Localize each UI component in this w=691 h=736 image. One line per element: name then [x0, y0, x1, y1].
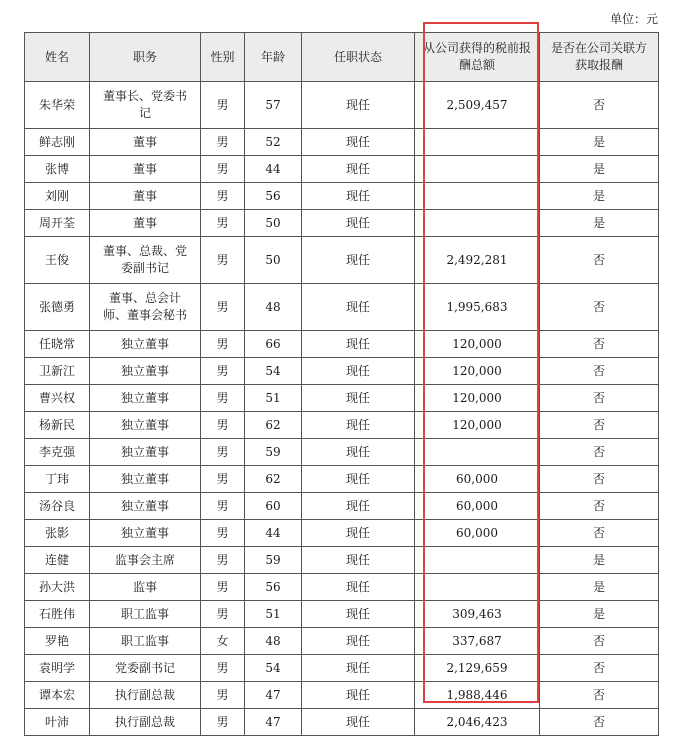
table-row [25, 385, 659, 412]
cell-name: 张影 [25, 520, 90, 547]
cell-pretax-pay: 1,995,683 [415, 284, 540, 331]
cell-name: 罗艳 [25, 628, 90, 655]
cell-status: 现任 [302, 331, 415, 358]
cell-age: 62 [245, 412, 302, 439]
cell-title: 董事长、党委书记 [90, 82, 201, 129]
table-row [25, 655, 659, 682]
cell-pretax-pay: 120,000 [415, 358, 540, 385]
cell-name: 石胜伟 [25, 601, 90, 628]
cell-related-party: 否 [540, 682, 659, 709]
table-row [25, 574, 659, 601]
cell-related-party: 是 [540, 547, 659, 574]
cell-name: 张博 [25, 156, 90, 183]
cell-title: 执行副总裁 [90, 682, 201, 709]
cell-related-party: 否 [540, 237, 659, 284]
cell-pretax-pay: 2,129,659 [415, 655, 540, 682]
header-pretax-pay: 从公司获得的税前报酬总额 [415, 33, 540, 82]
cell-name: 张德勇 [25, 284, 90, 331]
cell-title: 监事会主席 [90, 547, 201, 574]
cell-gender: 男 [201, 156, 245, 183]
cell-status: 现任 [302, 385, 415, 412]
cell-pretax-pay [415, 156, 540, 183]
cell-status: 现任 [302, 129, 415, 156]
cell-pretax-pay: 1,988,446 [415, 682, 540, 709]
cell-pretax-pay [415, 183, 540, 210]
cell-pretax-pay [415, 547, 540, 574]
table-row [25, 547, 659, 574]
cell-title: 党委副书记 [90, 655, 201, 682]
cell-age: 44 [245, 520, 302, 547]
cell-related-party: 否 [540, 385, 659, 412]
cell-status: 现任 [302, 412, 415, 439]
cell-related-party: 否 [540, 466, 659, 493]
cell-status: 现任 [302, 574, 415, 601]
cell-status: 现任 [302, 82, 415, 129]
cell-status: 现任 [302, 628, 415, 655]
cell-gender: 男 [201, 682, 245, 709]
cell-pretax-pay: 60,000 [415, 493, 540, 520]
cell-related-party: 否 [540, 628, 659, 655]
cell-gender: 男 [201, 385, 245, 412]
cell-age: 51 [245, 601, 302, 628]
cell-name: 连健 [25, 547, 90, 574]
table-row [25, 709, 659, 736]
cell-status: 现任 [302, 682, 415, 709]
cell-pretax-pay: 120,000 [415, 412, 540, 439]
cell-gender: 男 [201, 466, 245, 493]
cell-age: 47 [245, 682, 302, 709]
cell-status: 现任 [302, 183, 415, 210]
cell-title: 独立董事 [90, 331, 201, 358]
cell-gender: 男 [201, 82, 245, 129]
header-gender: 性别 [201, 33, 245, 82]
cell-status: 现任 [302, 655, 415, 682]
header-related-party-pay: 是否在公司关联方获取报酬 [540, 33, 659, 82]
cell-status: 现任 [302, 466, 415, 493]
cell-age: 56 [245, 574, 302, 601]
cell-pretax-pay: 120,000 [415, 385, 540, 412]
cell-status: 现任 [302, 210, 415, 237]
cell-title: 执行副总裁 [90, 709, 201, 736]
cell-related-party: 是 [540, 210, 659, 237]
cell-name: 叶沛 [25, 709, 90, 736]
table-row [25, 466, 659, 493]
cell-pretax-pay [415, 574, 540, 601]
cell-name: 袁明学 [25, 655, 90, 682]
table-row [25, 331, 659, 358]
cell-age: 62 [245, 466, 302, 493]
cell-gender: 男 [201, 520, 245, 547]
table-row [25, 520, 659, 547]
cell-related-party: 否 [540, 439, 659, 466]
table-row [25, 237, 659, 284]
cell-gender: 女 [201, 628, 245, 655]
cell-name: 孙大洪 [25, 574, 90, 601]
cell-name: 卫新江 [25, 358, 90, 385]
cell-related-party: 是 [540, 129, 659, 156]
cell-status: 现任 [302, 439, 415, 466]
cell-title: 职工监事 [90, 601, 201, 628]
cell-gender: 男 [201, 237, 245, 284]
cell-age: 66 [245, 331, 302, 358]
cell-title: 董事、总裁、党委副书记 [90, 237, 201, 284]
cell-gender: 男 [201, 493, 245, 520]
cell-age: 50 [245, 237, 302, 284]
cell-title: 独立董事 [90, 439, 201, 466]
cell-name: 谭本宏 [25, 682, 90, 709]
cell-title: 独立董事 [90, 493, 201, 520]
table-row [25, 210, 659, 237]
cell-age: 59 [245, 439, 302, 466]
cell-gender: 男 [201, 439, 245, 466]
cell-related-party: 是 [540, 183, 659, 210]
cell-gender: 男 [201, 284, 245, 331]
cell-gender: 男 [201, 601, 245, 628]
cell-title: 董事、总会计师、董事会秘书 [90, 284, 201, 331]
cell-status: 现任 [302, 358, 415, 385]
cell-gender: 男 [201, 210, 245, 237]
cell-name: 杨新民 [25, 412, 90, 439]
cell-related-party: 是 [540, 156, 659, 183]
table-row [25, 439, 659, 466]
table-row [25, 412, 659, 439]
table-row [25, 284, 659, 331]
cell-pretax-pay [415, 210, 540, 237]
compensation-table [24, 32, 659, 736]
cell-age: 47 [245, 709, 302, 736]
cell-pretax-pay: 2,046,423 [415, 709, 540, 736]
table-row [25, 628, 659, 655]
cell-related-party: 否 [540, 284, 659, 331]
cell-pretax-pay [415, 439, 540, 466]
cell-status: 现任 [302, 709, 415, 736]
table-header-row [25, 33, 659, 82]
cell-status: 现任 [302, 284, 415, 331]
cell-age: 44 [245, 156, 302, 183]
cell-related-party: 否 [540, 412, 659, 439]
cell-title: 监事 [90, 574, 201, 601]
cell-title: 独立董事 [90, 520, 201, 547]
cell-status: 现任 [302, 493, 415, 520]
cell-gender: 男 [201, 129, 245, 156]
cell-age: 51 [245, 385, 302, 412]
cell-age: 59 [245, 547, 302, 574]
cell-age: 56 [245, 183, 302, 210]
cell-gender: 男 [201, 655, 245, 682]
cell-related-party: 否 [540, 331, 659, 358]
cell-name: 周开荃 [25, 210, 90, 237]
cell-pretax-pay: 120,000 [415, 331, 540, 358]
cell-status: 现任 [302, 547, 415, 574]
cell-pretax-pay: 60,000 [415, 466, 540, 493]
table-row [25, 156, 659, 183]
cell-pretax-pay: 2,509,457 [415, 82, 540, 129]
cell-name: 任晓常 [25, 331, 90, 358]
table-row [25, 183, 659, 210]
table-row [25, 129, 659, 156]
header-status: 任职状态 [302, 33, 415, 82]
header-title: 职务 [90, 33, 201, 82]
cell-related-party: 否 [540, 520, 659, 547]
cell-age: 48 [245, 628, 302, 655]
cell-pretax-pay: 2,492,281 [415, 237, 540, 284]
cell-pretax-pay: 337,687 [415, 628, 540, 655]
cell-name: 鲜志刚 [25, 129, 90, 156]
cell-age: 54 [245, 655, 302, 682]
cell-title: 独立董事 [90, 385, 201, 412]
table-row [25, 493, 659, 520]
cell-name: 李克强 [25, 439, 90, 466]
cell-status: 现任 [302, 520, 415, 547]
cell-gender: 男 [201, 183, 245, 210]
table-row [25, 358, 659, 385]
cell-name: 丁玮 [25, 466, 90, 493]
cell-gender: 男 [201, 412, 245, 439]
cell-name: 朱华荣 [25, 82, 90, 129]
cell-name: 王俊 [25, 237, 90, 284]
cell-pretax-pay [415, 129, 540, 156]
cell-status: 现任 [302, 237, 415, 284]
cell-status: 现任 [302, 601, 415, 628]
cell-status: 现任 [302, 156, 415, 183]
cell-related-party: 否 [540, 358, 659, 385]
cell-title: 职工监事 [90, 628, 201, 655]
unit-label: 单位：元 [609, 12, 658, 26]
cell-related-party: 是 [540, 601, 659, 628]
cell-related-party: 否 [540, 493, 659, 520]
table-row [25, 682, 659, 709]
cell-age: 50 [245, 210, 302, 237]
table-body [25, 82, 659, 736]
cell-name: 曹兴权 [25, 385, 90, 412]
table-row [25, 82, 659, 129]
cell-pretax-pay: 309,463 [415, 601, 540, 628]
cell-name: 刘刚 [25, 183, 90, 210]
cell-title: 独立董事 [90, 412, 201, 439]
cell-title: 董事 [90, 129, 201, 156]
cell-title: 独立董事 [90, 466, 201, 493]
cell-related-party: 否 [540, 655, 659, 682]
cell-gender: 男 [201, 331, 245, 358]
cell-gender: 男 [201, 574, 245, 601]
cell-age: 54 [245, 358, 302, 385]
cell-age: 48 [245, 284, 302, 331]
cell-title: 董事 [90, 156, 201, 183]
cell-name: 汤谷良 [25, 493, 90, 520]
header-age: 年龄 [245, 33, 302, 82]
cell-gender: 男 [201, 709, 245, 736]
table-row [25, 601, 659, 628]
cell-age: 60 [245, 493, 302, 520]
cell-title: 董事 [90, 183, 201, 210]
cell-title: 董事 [90, 210, 201, 237]
header-name: 姓名 [25, 33, 90, 82]
cell-gender: 男 [201, 358, 245, 385]
cell-related-party: 是 [540, 574, 659, 601]
cell-title: 独立董事 [90, 358, 201, 385]
cell-related-party: 否 [540, 82, 659, 129]
cell-age: 57 [245, 82, 302, 129]
cell-related-party: 否 [540, 709, 659, 736]
cell-age: 52 [245, 129, 302, 156]
cell-pretax-pay: 60,000 [415, 520, 540, 547]
cell-gender: 男 [201, 547, 245, 574]
